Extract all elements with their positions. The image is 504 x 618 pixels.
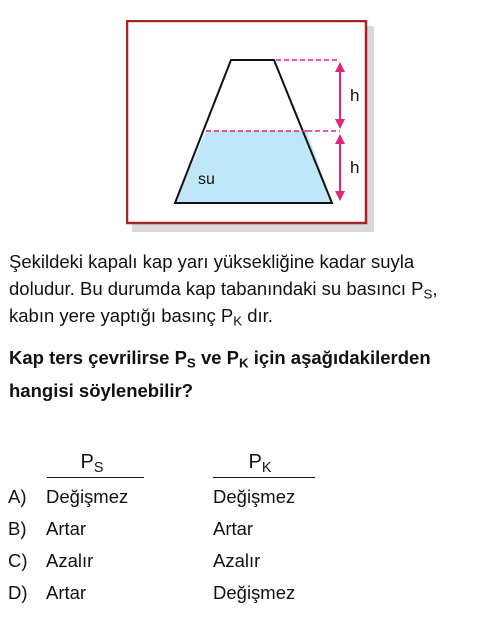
stem-line-2 <box>9 278 438 302</box>
question-line-1-c: için aşağıdakilerden <box>248 347 431 368</box>
water-label: su <box>198 171 215 188</box>
option-d-letter: D) <box>8 582 28 603</box>
height-label-top: h <box>350 86 360 105</box>
stem-line-1: Şekildeki kapalı kap yarı yüksekliğine kadar suyla <box>9 251 415 272</box>
option-c-ps: Azalır <box>46 550 94 571</box>
column-header-ps <box>72 451 112 477</box>
ps-subscript: S <box>423 286 433 302</box>
container-figure <box>126 20 374 232</box>
column-header-ps-sub: S <box>93 460 104 477</box>
stem-line-3-text: kabın yere yaptığı basınç P <box>9 305 234 326</box>
option-c-pk: Azalır <box>213 550 261 571</box>
stem-line-2-end: , <box>432 278 438 299</box>
question-line-1 <box>9 347 431 371</box>
option-b-ps: Artar <box>46 518 87 539</box>
question-prompt <box>9 341 493 407</box>
column-header-pk-main: P <box>248 451 262 473</box>
option-a-pk: Değişmez <box>213 486 296 507</box>
column-header-ps-underline <box>47 477 144 478</box>
question-line-1-b: ve P <box>195 347 240 368</box>
pk-subscript: K <box>233 313 243 329</box>
option-c-letter: C) <box>8 550 28 571</box>
option-b-letter: B) <box>8 518 27 539</box>
height-label-bottom: h <box>350 158 360 177</box>
question-line-2: hangisi söylenebilir? <box>9 380 194 401</box>
stem-line-3 <box>9 305 273 329</box>
column-header-pk-underline <box>213 477 315 478</box>
column-header-pk-sub: K <box>261 460 272 477</box>
option-b-pk: Artar <box>213 518 254 539</box>
question-ps-subscript: S <box>186 355 196 371</box>
stem-line-2-text: doludur. Bu durumda kap tabanındaki su basıncı P <box>9 278 424 299</box>
option-a-letter: A) <box>8 486 27 507</box>
option-a-ps: Değişmez <box>46 486 129 507</box>
option-d-pk: Değişmez <box>213 582 296 603</box>
option-d-ps: Artar <box>46 582 87 603</box>
question-line-1-a: Kap ters çevrilirse P <box>9 347 187 368</box>
question-stem <box>9 248 493 329</box>
question-pk-subscript: K <box>239 355 249 371</box>
stem-line-3-end: dır. <box>242 305 273 326</box>
column-header-pk <box>240 451 280 477</box>
column-header-ps-main: P <box>80 451 94 473</box>
